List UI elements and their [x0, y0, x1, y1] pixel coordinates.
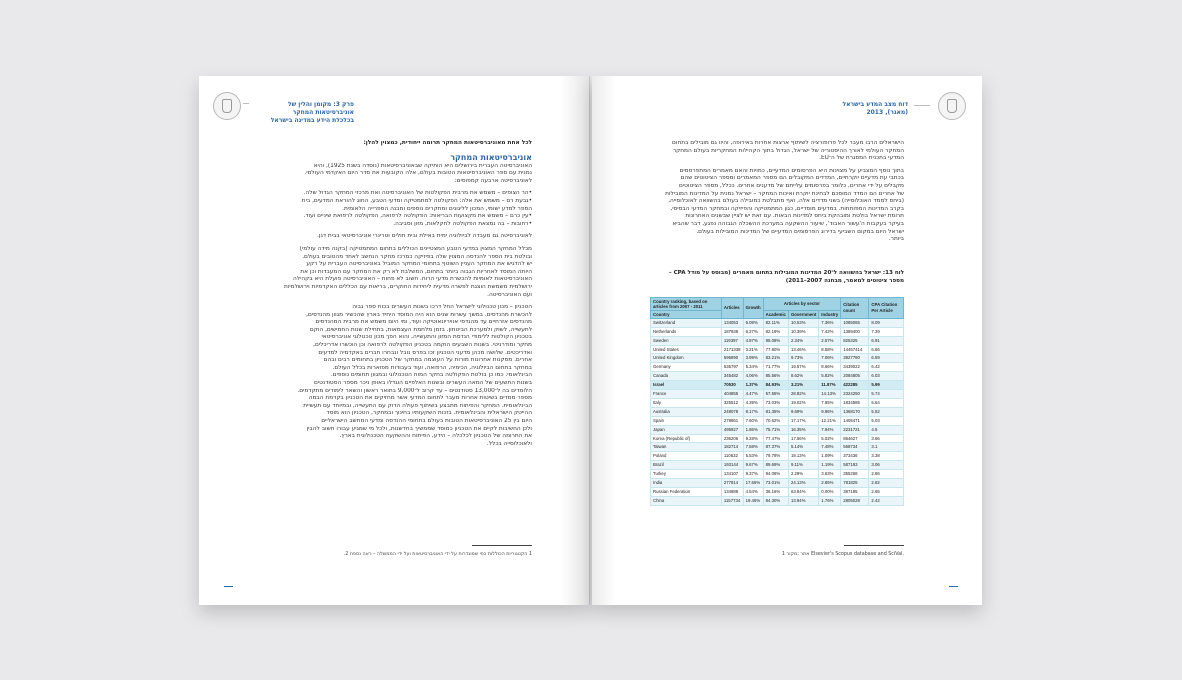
value-cell: 2.29% [788, 470, 818, 479]
body-text-line: את התרומה של הטכניון לכלכלה – הידע, הפיתוח וההשקעה הטכנולוגית בארץ. [339, 433, 532, 440]
country-cell: Italy [651, 398, 722, 407]
country-cell: Russian Federation [651, 488, 722, 497]
value-cell: 79.78% [763, 452, 788, 461]
value-cell: 77.47% [763, 434, 788, 443]
institution-logo-icon [938, 92, 966, 120]
table-row [651, 381, 904, 390]
value-cell: 63.84% [788, 488, 818, 497]
col-header-country: Country [651, 311, 722, 319]
body-text-line: בקרב המדינות המפותחות. במדעים מוסדיים, כגון המתמטיקה והפיזיקה ובמחקר המדעי הבסיסי, [670, 205, 904, 212]
value-cell: 355268 [841, 470, 869, 479]
value-cell: 596890 [721, 354, 743, 363]
value-cell: 422285 [841, 381, 869, 390]
body-text-line: •עין כרם – משמש את מקצועות הבריאות: הפקולטה לרפואה, הפקולטה לרפואת שיניים ועוד. [303, 213, 532, 220]
body-text-line: ואדריכטים. שלושה מכהן מדעני הטכניון זכו בפרס נובל ונבחרו חברים באקדמיה למדעים [318, 349, 532, 356]
country-cell: China [651, 496, 722, 505]
body-text-line: הלומדים בה ל־13,000 סטודנטים – עד קרוב ל־9,000 בתואר ראשון והשאר לימודים מתקדמים. [297, 387, 532, 394]
value-cell: 236206 [721, 434, 743, 443]
body-text-line: להכשרת מהנדסים. במשך עשרות שנים הוא היה המוסד היחיד בארץ שהכשיר מגוון מהנדסים, [306, 311, 532, 318]
table-row [651, 327, 904, 336]
value-cell: 82.19% [763, 327, 788, 336]
value-cell: 17.17% [788, 416, 818, 425]
body-text-line: ביותר. [888, 236, 904, 243]
value-cell: 4.47% [743, 390, 763, 399]
value-cell: 8.58% [819, 345, 841, 354]
intro-line: לכל אחת מאוניברסיטאות המחקר תרומה ייחודית, כמצוין להלן: [363, 140, 532, 146]
value-cell: 2805028 [841, 496, 869, 505]
body-text-line: •גבעת רם – משמש את אלה: הפקולטה למתמטיקה ומדעי הטבע, החוג להוראת המדעים, בית [301, 197, 532, 204]
value-cell: 387195 [841, 488, 869, 497]
value-cell: 4.06% [743, 372, 763, 381]
body-text-line: מכלל המחקר המצוין במדעי הטבע המצטיינים הכוללים בתחום המתמטיקה (בקנה מידה עולמי) [299, 245, 532, 252]
value-cell: 9.67% [743, 461, 763, 470]
value-cell: 110632 [721, 452, 743, 461]
body-text-line: בטכניון הקולטות ללימודי הנדסת המזון והתעשייה, והוא הפך מכון טכנולוגי אוניברסיטאי [321, 334, 532, 341]
body-text-line: ולאוכלוסייה בכלל. [486, 440, 532, 447]
value-cell: 1.37% [743, 381, 763, 390]
value-cell: 1368170 [841, 407, 869, 416]
value-cell: 2.65 [869, 488, 904, 497]
country-cell: United Kingdom [651, 354, 722, 363]
page-number-mark [224, 586, 233, 587]
body-text-line: האוניברסיטאות לאומיות להכשרת מדעי הרוח. חשוב לא פחות – האוניברסיטה פועלת היא בקהילה [293, 276, 532, 283]
col-header-cpa: CPA Citation Per Article [869, 298, 904, 319]
table-row [651, 488, 904, 497]
body-text-line: לאוניברסיטה גם מעבדה לביולוגיה ימית באילת ובית חולים וטרינרי אוניברסיטאי בבית דגן. [317, 233, 532, 240]
body-text-line: מקבלים על ידי אחרים, כלומר בפרסומים עלייתם של מדענים אחרים. ככלל, מספר הציטוטים [679, 182, 904, 189]
value-cell: 5.02% [819, 434, 841, 443]
value-cell: 404855 [721, 390, 743, 399]
value-cell: 3439022 [841, 363, 869, 372]
right-body-column [650, 140, 904, 244]
table-caption: לוח 13: ישראל בהשוואה ל־20 המדינות המובילות בתחום מאמרים (מבוסס על מודל CPA – מספר ציטוטים למאמר, מבחנה 2007–2011) [668, 270, 904, 284]
value-cell: 17.56% [788, 434, 818, 443]
body-text-line: במחקר בתחום הביולוגיה, הכימיה, הרפואה, ועוד בעבודות מפוארות בכלל העולם. [332, 364, 532, 371]
value-cell: 75.71% [763, 425, 788, 434]
table-row [651, 496, 904, 505]
value-cell: 19.02% [788, 398, 818, 407]
value-cell: 11.87% [819, 381, 841, 390]
table-row [651, 443, 904, 452]
value-cell: 3.06 [869, 461, 904, 470]
value-cell: 3.1 [869, 443, 904, 452]
value-cell: 2.57% [819, 336, 841, 345]
value-cell: 7.58% [743, 443, 763, 452]
value-cell: 2084805 [841, 372, 869, 381]
value-cell: 535797 [721, 363, 743, 372]
value-cell: 7.94% [819, 425, 841, 434]
right-running-header: דוח מצב המדע בישראל (מאגר), 2013 [842, 101, 908, 116]
value-cell: 19.57% [788, 363, 818, 372]
value-cell: 12.21% [819, 416, 841, 425]
value-cell: 14.13% [819, 390, 841, 399]
value-cell: 9.73% [788, 354, 818, 363]
value-cell: 6.42 [869, 363, 904, 372]
value-cell: 16.35% [788, 425, 818, 434]
left-paragraphs [278, 163, 532, 449]
value-cell: 248078 [721, 407, 743, 416]
value-cell: 7.06% [819, 354, 841, 363]
value-cell: 134053 [721, 318, 743, 327]
country-cell: Netherlands [651, 327, 722, 336]
value-cell: 5.14% [788, 443, 818, 452]
value-cell: 6.59 [869, 354, 904, 363]
value-cell: 84.30% [763, 496, 788, 505]
value-cell: 277814 [721, 479, 743, 488]
value-cell: 1.19% [819, 461, 841, 470]
value-cell: 85.56% [763, 372, 788, 381]
value-cell: 5.99 [869, 381, 904, 390]
table-row [651, 434, 904, 443]
value-cell: 83.21% [763, 354, 788, 363]
value-cell: 568734 [841, 443, 869, 452]
value-cell: 864627 [841, 434, 869, 443]
country-cell: Germany [651, 363, 722, 372]
value-cell: 134889 [721, 488, 743, 497]
table-row [651, 416, 904, 425]
footnote-rule [472, 545, 532, 546]
value-cell: 825325 [841, 336, 869, 345]
value-cell: 134107 [721, 470, 743, 479]
value-cell: 89.69% [763, 461, 788, 470]
value-cell: 4.5 [869, 425, 904, 434]
value-cell: 373436 [841, 452, 869, 461]
value-cell: 8.62% [788, 372, 818, 381]
country-cell: France [651, 390, 722, 399]
value-cell: 2.86 [869, 470, 904, 479]
value-cell: 182714 [721, 443, 743, 452]
body-text-line: המחקר העולמי לאורך ההיסטוריה של ישראל, הגדול בתוך הקהילות המחקריות בעולם המחקר [672, 147, 904, 154]
value-cell: 345482 [721, 372, 743, 381]
body-text-line: ההייטק הישראלית והבינלאומית. בזכות השקעותיו בחינוך ובמחקר, הטכניון הוא מוסד [326, 410, 532, 417]
body-text-line: הטכניון – מכון טכנולוגי לישראל החל דרכו בשנות העשרים בכוח ספר גבוה [352, 304, 532, 311]
value-cell: 0.00% [819, 488, 841, 497]
value-cell: 3.66 [869, 434, 904, 443]
body-text-line: ירושלמית משמשת הוצגת לפשרה מדעית ליחידות החוקרים, בריאות עם הכללים האקדמיות וירושלמיות [284, 283, 532, 290]
col-header-academic: Academic [763, 311, 788, 319]
value-cell: 3.38 [869, 452, 904, 461]
section-title: אוניברסיטאות המחקר [450, 152, 532, 162]
country-cell: Brazil [651, 461, 722, 470]
value-cell: 1.76% [819, 496, 841, 505]
col-header-articles: Articles [721, 298, 743, 319]
body-text-line: תרומת ישראל בולטת ומובהקת ביחס למדינות הבאות. עם זאת יש לציין שבשנים האחרונות [685, 213, 904, 220]
value-cell: 13.46% [788, 345, 818, 354]
table-group-header-sector: Articles by sector [763, 298, 841, 311]
right-footnote: .Elsevier's Scopus database and SciVal אתר :מקור 1 [781, 552, 904, 557]
table-row [651, 318, 904, 327]
right-paragraphs [650, 140, 904, 244]
country-cell: India [651, 479, 722, 488]
value-cell: 4.87% [743, 336, 763, 345]
value-cell: 17.66% [743, 479, 763, 488]
value-cell: 14457414 [841, 345, 869, 354]
value-cell: 2.82 [869, 479, 904, 488]
value-cell: 325512 [721, 398, 743, 407]
country-cell: Spain [651, 416, 722, 425]
value-cell: 781825 [841, 479, 869, 488]
value-cell: 6.03 [869, 372, 904, 381]
country-cell: Canada [651, 372, 722, 381]
value-cell: 7.42% [819, 327, 841, 336]
country-cell: Taiwan [651, 443, 722, 452]
value-cell: 5.03 [869, 416, 904, 425]
body-text-line: מחקר ומודרניטי. בשנות השבעים הוקמה בטכניון הפקולטה לרפואה וכן הוכשרו אדריכלים, [313, 342, 532, 349]
country-cell: Korea (Republic of) [651, 434, 722, 443]
footnote-rule [844, 545, 904, 546]
value-cell: 3.21% [788, 381, 818, 390]
page-number-mark [949, 586, 958, 587]
spine-shadow-left [560, 76, 590, 605]
value-cell: 3.21% [743, 345, 763, 354]
value-cell: 13.94% [788, 496, 818, 505]
value-cell: 3.63% [819, 470, 841, 479]
value-cell: 95.08% [763, 336, 788, 345]
body-text-line: לאוניברסיטה ארבעה קמפוסים: [454, 177, 532, 184]
value-cell: 57.55% [763, 390, 788, 399]
table-row [651, 345, 904, 354]
value-cell: 1157734 [721, 496, 743, 505]
value-cell: 1389400 [841, 327, 869, 336]
value-cell: 187939 [721, 327, 743, 336]
country-cell: Israel [651, 381, 722, 390]
value-cell: 82.11% [763, 318, 788, 327]
value-cell: 5.53% [743, 452, 763, 461]
value-cell: 6.08% [743, 318, 763, 327]
body-text-line: האוניברסיטה העברית בירושלים היא הותיקה שבאוניברסיטאות (נוסדה בשנת 1925), והיא [313, 162, 532, 169]
value-cell: 2.86% [819, 479, 841, 488]
value-cell: 2324250 [841, 390, 869, 399]
table-row [651, 398, 904, 407]
value-cell: 87.37% [763, 443, 788, 452]
value-cell: 3.99% [743, 354, 763, 363]
table-row [651, 461, 904, 470]
value-cell: 2231721 [841, 425, 869, 434]
right-header-rule [914, 105, 930, 106]
value-cell: 8.09 [869, 318, 904, 327]
value-cell: 36.16% [763, 488, 788, 497]
col-header-government: Government [788, 311, 818, 319]
value-cell: 19.46% [743, 496, 763, 505]
body-text-line: ולכן החשיבות לקיים את הטכניון כמוסד שממשיך בחדשנות, ולכל מי שמגיע עבורו חשוב להבין [306, 425, 532, 432]
table-group-header-country: Country ranking, based on articles from 2007 - 2011 [651, 298, 722, 311]
table-row [651, 479, 904, 488]
value-cell: 5.64 [869, 398, 904, 407]
value-cell: 71.77% [763, 363, 788, 372]
value-cell: 19.13% [788, 452, 818, 461]
body-text-line: •רחובות – בה נמצאת הפקולטה לחקלאות, מזון וסביבה. [393, 220, 532, 227]
body-text-line: בתוך נוסף המצביע על מצוינות היא הפרסומים המדעיים, כמויות והאם מאמרים המתפרסמים [679, 167, 904, 174]
body-text-line: בכתבי עת מדעיים יוקרתיים, המדדים המקובלים הם מספר המאמרים ומספר הציטוטים שהם [680, 175, 904, 182]
value-cell: 2.34% [788, 336, 818, 345]
value-cell: 24.13% [788, 479, 818, 488]
country-cell: Turkey [651, 470, 722, 479]
body-text-line: בעיקר בעקבות ה'עשור האבוד', שיעור ההשקעה במערכת ההשכלה הגבוהה נפגע, דבר שהביא [672, 220, 904, 227]
body-text-line: אחרים. מסקנות אחרונות מורות על העוצמה במחקר של הטכניון בתחומים רבים ובהם [323, 357, 532, 364]
body-text-line: הישראלים הרבו מעבר לכל פרופורציה לשיתוף ארצות אחרות באירופה, והיוו גם מובילים בתחום [672, 140, 904, 146]
value-cell: 7.95% [819, 398, 841, 407]
body-text-line: של אחרים הם המדד המוסכם לבחינת יוקרת ואיכות המחקר – ישראל נמנית על המדינות המובילות [665, 190, 904, 197]
country-cell: Switzerland [651, 318, 722, 327]
value-cell: 6.66 [869, 345, 904, 354]
left-running-header: פרק 3: מקומן והלין של אוניברסיטאות המחקר בכלכלת הידע במדינה בישראל [270, 101, 354, 124]
country-cell: United States [651, 345, 722, 354]
body-text-line: הספר למדע ישומי, המכון לליגונים ומחקרים נוספים ומבנה הספרייה הלאומית. [342, 205, 532, 212]
value-cell: 4.39% [743, 398, 763, 407]
body-text-line: מהנדסים אזרחיים עד מהנדסי אוויריונאוטיקה ועוד, ומי היום משמש את מרבית המהנדסים [315, 319, 532, 326]
table-row [651, 470, 904, 479]
value-cell: 70.62% [763, 416, 788, 425]
value-cell: 5.82% [819, 372, 841, 381]
value-cell: 10.39% [788, 327, 818, 336]
table-row [651, 452, 904, 461]
table-row [651, 363, 904, 372]
value-cell: 84.93% [763, 381, 788, 390]
value-cell: 8.17% [743, 407, 763, 416]
body-text-line: •הר הצופים – משמש את מרבית הפקולטות של האוניברסיטה ואת מרכזי המחקר הגדול שלה. [303, 190, 532, 197]
country-cell: Sweden [651, 336, 722, 345]
value-cell: 73.01% [763, 479, 788, 488]
country-cell: Poland [651, 452, 722, 461]
body-text-line: ישראל היום במקום השביעי בדירוג הפרסומים המדעיים של המדינות המובילות בעולם. [696, 228, 904, 235]
value-cell: 6.27% [743, 327, 763, 336]
body-text-line: ובולטת בית הספר להנדסה המצוין שלה בפיזיקה כמרכז מחקר הנחשב לאחד מהטובים בעולם. [302, 253, 532, 260]
body-text-line: הבינלאומי. כמו כן בולטת הפקולטה בחקר המוח הטכנולוגי ובמגוון תחומים נוספים. [330, 372, 532, 379]
value-cell: 9.96% [819, 407, 841, 416]
value-cell: 70530 [721, 381, 743, 390]
left-footnote: 1 הקטגוריות הכוללות כפי שמוגדרות על ידי האוניברסיטאות ועל ידי הממשלה – ראה נספח 2. [343, 552, 532, 557]
value-cell: 587193 [841, 461, 869, 470]
value-cell: 73.03% [763, 398, 788, 407]
value-cell: 2171338 [721, 345, 743, 354]
body-text-line: יש להדגיש את המחקר העניין השוטף בתחומי המחקר המוביל באוניברסיטה העברית על רקע [306, 261, 532, 268]
value-cell: 9.11% [788, 461, 818, 470]
body-text-line: לתעשייה, לשוק ולמערכת הביטחון. בזמן מלחמת העצמאות, בתחילת שנות החמישים, הוקם [309, 326, 532, 333]
value-cell: 1834585 [841, 398, 869, 407]
left-header-rule [243, 103, 249, 104]
col-header-growth: Growth [743, 298, 763, 319]
table-row [651, 407, 904, 416]
value-cell: 7.39 [869, 327, 904, 336]
value-cell: 2.42 [869, 496, 904, 505]
body-text-line: (ביחס לממד האוכלוסייה) בשני מדדים אלה, ואף מתבלטת כמובילה בעולם בהשוואה לאוכלוסייה, [668, 198, 904, 205]
country-cell: Australia [651, 407, 722, 416]
value-cell: 1.09% [819, 452, 841, 461]
table-row [651, 354, 904, 363]
col-header-industry: Industry [819, 311, 841, 319]
value-cell: 1.86% [743, 425, 763, 434]
table-row [651, 336, 904, 345]
country-cell: Japan [651, 425, 722, 434]
value-cell: 28.82% [788, 390, 818, 399]
value-cell: 7.48% [819, 443, 841, 452]
col-header-citation-count: Citation count [841, 298, 869, 319]
table-row [651, 390, 904, 399]
value-cell: 10.53% [788, 318, 818, 327]
value-cell: 4.54% [743, 488, 763, 497]
value-cell: 8.66% [819, 363, 841, 372]
body-text-line: הבינלאומית. המחקר והפיתוח מתבצע בשיתוף פעולה הדוק עם התעשייה, ובמיוחד עם תעשיית [303, 402, 532, 409]
body-text-line: נמנית עם ספר האוניברסיטאות הטובות בעולם, אלה הקובעות את סדר היום האקדמי העולמי. [304, 170, 532, 177]
body-text-line: המדעי בתכנית המסגרת של ה־EU. [819, 155, 904, 162]
value-cell: 77.80% [763, 345, 788, 354]
value-cell: 5.74 [869, 390, 904, 399]
value-cell: 495927 [721, 425, 743, 434]
table-row [651, 425, 904, 434]
body-text-line: היום בין 25 האוניברסיטאות הטובות בעולם בתחומי ההנדסה ומדעי המחשב הישראליים [321, 418, 532, 424]
value-cell: 278861 [721, 416, 743, 425]
value-cell: 9.37% [743, 470, 763, 479]
value-cell: 193144 [721, 461, 743, 470]
value-cell: 9.69% [788, 407, 818, 416]
value-cell: 1085065 [841, 318, 869, 327]
body-text-line: בשנות התשעים של המאה העשרים ובשנות האלפיים הוגדלו באופן ניכר מספר הסטודנטים [313, 380, 532, 387]
value-cell: 5.34% [743, 363, 763, 372]
value-cell: 3927780 [841, 354, 869, 363]
value-cell: 119397 [721, 336, 743, 345]
value-cell: 7.60% [743, 416, 763, 425]
left-body-column [278, 140, 532, 448]
body-text-line: ועם האוניברסיטה. [487, 291, 532, 298]
body-text-line: היותה המוסד לאחריות הגבוה ביותר בתחום, המשלבת לא רק את המחקר עם המעבדות וכן את [300, 268, 532, 275]
value-cell: 1405471 [841, 416, 869, 425]
value-cell: 5.52 [869, 407, 904, 416]
country-ranking-table [650, 297, 904, 506]
table-row [651, 372, 904, 381]
value-cell: 6.91 [869, 336, 904, 345]
institution-logo-icon [213, 92, 241, 120]
body-text-line: מספר ממדים בשיטות אחרות מעבר לתחום המדעי אשר מחזיקים את הטכניון בקדמת הבמה [308, 395, 532, 402]
spine-shadow-right [592, 76, 616, 605]
value-cell: 81.35% [763, 407, 788, 416]
value-cell: 94.08% [763, 470, 788, 479]
value-cell: 9.28% [743, 434, 763, 443]
value-cell: 7.36% [819, 318, 841, 327]
